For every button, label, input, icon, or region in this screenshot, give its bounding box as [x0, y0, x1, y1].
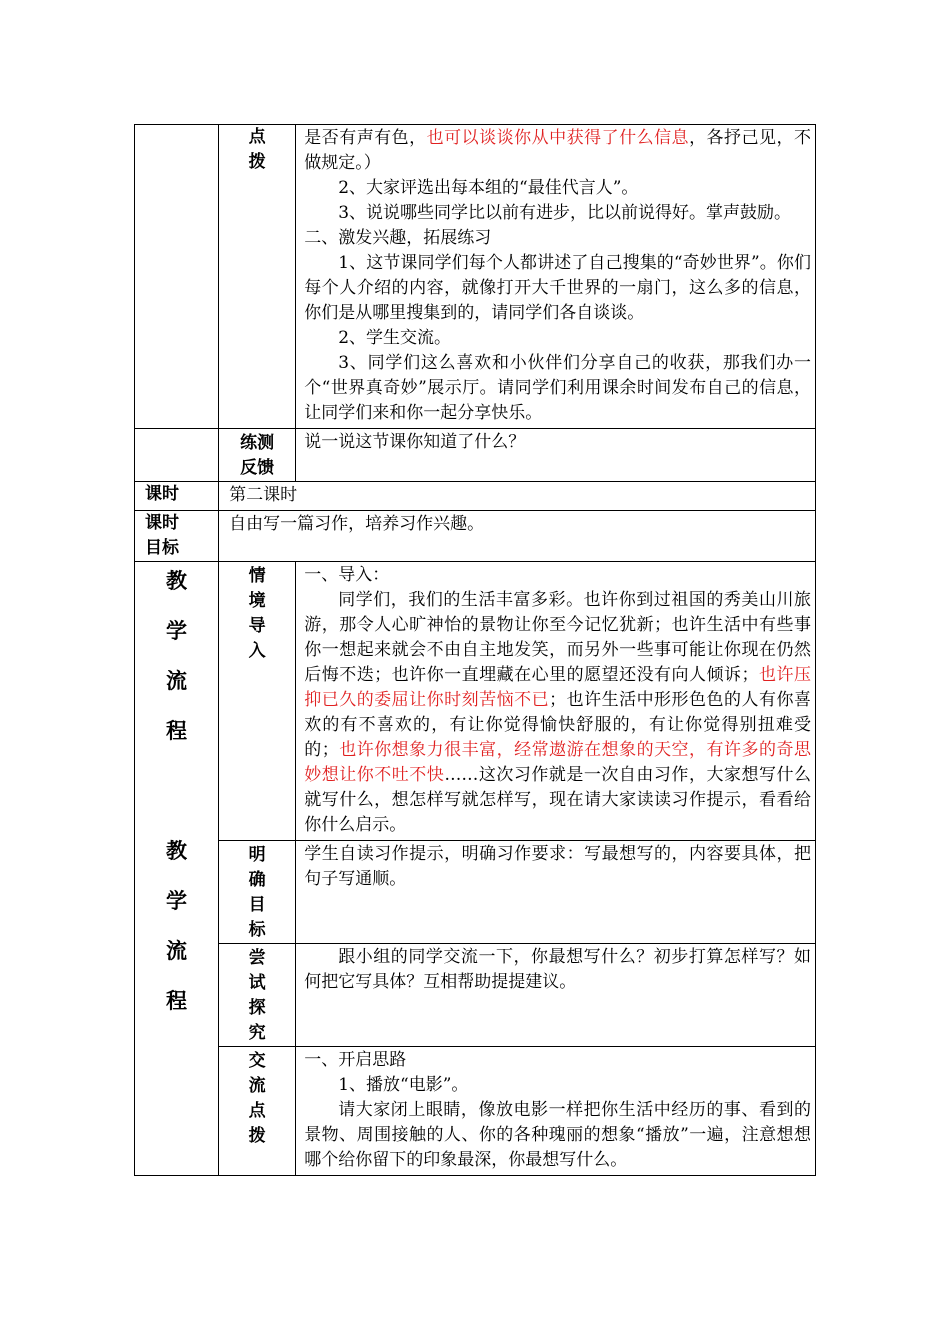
paragraph [304, 588, 811, 838]
row-mubiao [135, 511, 816, 562]
paragraph: 跟小组的同学交流一下，你最想写什么？初步打算怎样写？如何把它写具体？互相帮助提提建议。 [304, 947, 811, 992]
content-lianxi [296, 429, 816, 482]
content-changshi [296, 944, 816, 1047]
paragraph: 2、学生交流。 [338, 328, 452, 348]
label-qingjing [219, 562, 296, 841]
label-char: 试 [248, 973, 266, 993]
row-qingjing [135, 562, 816, 841]
content-keshi [219, 482, 816, 511]
row-keshi [135, 482, 816, 511]
section-heading: 一、导入： [304, 565, 390, 585]
label-char: 尝 [248, 948, 266, 968]
paragraph: 请大家闭上眼睛，像放电影一样把你生活中经历的事、看到的景物、周围接触的人、你的各种瑰丽的想象“播放”一遍，注意想想哪个给你留下的印象最深，你最想写什么。 [304, 1100, 811, 1170]
label-char: 境 [248, 591, 266, 611]
label-char: 标 [248, 920, 266, 940]
side-char: 流 [166, 669, 188, 693]
text: ……这次习作就是一次自由习作，大家想写什么就写什么，想怎样写就怎样写，现在请大家读读习作提示，看看给你什么启示。 [304, 765, 812, 835]
side-char: 流 [166, 939, 188, 963]
content-mubiao [219, 511, 816, 562]
label-line: 目标 [145, 538, 179, 558]
side-char: 程 [166, 989, 188, 1013]
label-line: 反馈 [240, 458, 275, 478]
row-mingque [135, 841, 816, 944]
label-line: 练测 [240, 433, 275, 453]
label-char: 流 [248, 1076, 266, 1096]
row-changshi [135, 944, 816, 1047]
content-qingjing [296, 562, 816, 841]
side-blank-top [135, 125, 219, 429]
label-char: 明 [248, 845, 266, 865]
label-char: 目 [248, 895, 266, 915]
label-char: 点 [248, 1101, 266, 1121]
side-char: 学 [166, 889, 188, 913]
label-char: 确 [248, 870, 266, 890]
label-char: 点 [248, 127, 266, 147]
section-heading: 一、开启思路 [304, 1050, 407, 1070]
side-label-teaching-flow [135, 562, 219, 1176]
row-lianxi [135, 429, 816, 482]
text: 第二课时 [229, 485, 298, 505]
label-dianbo [219, 125, 296, 429]
lesson-plan-table [134, 124, 816, 1176]
highlight-text: 也许压抑已久的委屈让你时刻苦恼不已 [304, 665, 812, 710]
paragraph: 说一说这节课你知道了什么？ [304, 432, 526, 452]
label-char: 拨 [248, 1126, 266, 1146]
label-keshi: 课时 [135, 482, 219, 511]
paragraph: 3、说说哪些同学比以前有进步，比以前说得好。掌声鼓励。 [338, 203, 792, 223]
paragraph: 1、这节课同学们每个人都讲述了自己搜集的“奇妙世界”。你们每个人介绍的内容，就像打开大千世界的一扇门，这么多的信息，你们是从哪里搜集到的，请同学们各自谈谈。 [304, 253, 811, 323]
label-mubiao [135, 511, 219, 562]
label-lianxi [219, 429, 296, 482]
row-jiaoliu [135, 1047, 816, 1176]
label-char: 究 [248, 1023, 266, 1043]
spacer [135, 766, 218, 836]
label-char: 交 [248, 1051, 266, 1071]
text: 同学们，我们的生活丰富多彩。也许你到过祖国的秀美山川旅游，那令人心旷神怡的景物让你至今记忆犹新；也许生活中有些事你一想起来就会不由自主地发笑，而另外一些事可能让你现在仍然后悔不迭；也许你一直埋藏在心里的愿望还没有向人倾诉； [304, 590, 811, 685]
text: 是否有声有色， [304, 128, 427, 148]
section-heading: 二、激发兴趣，拓展练习 [304, 228, 492, 248]
paragraph [304, 126, 811, 176]
text: ；也许生活中形形色色的人有你喜欢的有不喜欢的，有让你觉得愉快舒服的，有让你觉得别扭难受的； [304, 690, 811, 760]
content-jiaoliu [296, 1047, 816, 1176]
side-char: 学 [166, 619, 188, 643]
paragraph: 学生自读习作提示，明确习作要求：写最想写的，内容要具体，把句子写通顺。 [304, 844, 811, 889]
highlight-text: 也许你想象力很丰富，经常遨游在想象的天空，有许多的奇思妙想让你不吐不快 [304, 740, 812, 785]
text: ，各抒己见，不做规定。） [304, 128, 812, 173]
side-char: 教 [166, 839, 188, 863]
label-char: 探 [248, 998, 266, 1018]
label-char: 入 [248, 641, 266, 661]
label-char: 情 [248, 566, 266, 586]
label-changshi [219, 944, 296, 1047]
label-line: 课时 [145, 513, 179, 533]
label-jiaoliu [219, 1047, 296, 1176]
side-char: 程 [166, 719, 188, 743]
label-char: 拨 [248, 152, 266, 172]
content-mingque [296, 841, 816, 944]
row-dianbo [135, 125, 816, 429]
text: 自由写一篇习作，培养习作兴趣。 [229, 514, 485, 534]
paragraph: 1、播放“电影”。 [338, 1075, 469, 1095]
label-mingque [219, 841, 296, 944]
content-dianbo [296, 125, 816, 429]
side-char: 教 [166, 569, 188, 593]
highlight-text: 也可以谈谈你从中获得了什么信息 [426, 128, 690, 148]
side-blank-top [135, 429, 219, 482]
paragraph: 3、同学们这么喜欢和小伙伴们分享自己的收获，那我们办一个“世界真奇妙”展示厅。请同学们利用课余时间发布自己的信息，让同学们来和你一起分享快乐。 [304, 353, 811, 423]
label-char: 导 [248, 616, 266, 636]
paragraph: 2、大家评选出每本组的“最佳代言人”。 [338, 178, 639, 198]
